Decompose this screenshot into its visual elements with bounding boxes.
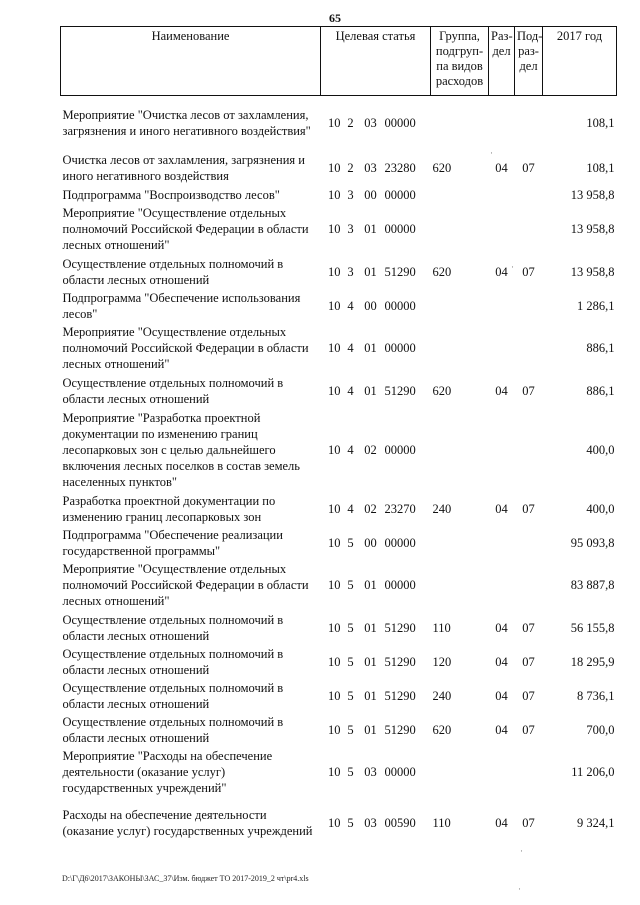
target-code-program: 10 — [328, 264, 341, 279]
razdel-code — [489, 187, 515, 204]
podrazdel-code: 07 — [522, 501, 535, 516]
target-code-subprogram: 4 — [347, 298, 354, 313]
target-code-direction: 00590 — [384, 815, 416, 830]
table-row — [61, 150, 617, 187]
target-code-program: 10 — [328, 442, 341, 457]
target-code-event: 01 — [364, 578, 377, 592]
podrazdel-code: 07 — [522, 620, 535, 635]
row-name: Осуществление отдельных полномочий в области лесных отношений — [62, 256, 284, 287]
razdel-code — [489, 747, 515, 798]
target-code-event: 03 — [364, 161, 377, 175]
podrazdel-code — [515, 747, 543, 798]
amount-2017: 886,1 — [586, 383, 615, 398]
target-code-event: 03 — [364, 815, 377, 830]
table-row — [61, 289, 617, 323]
table-row — [61, 374, 617, 408]
razdel-code: 04 — [495, 688, 508, 703]
target-code-program: 10 — [328, 222, 341, 236]
amount-2017: 9 324,1 — [577, 815, 615, 830]
target-code-direction: 51290 — [384, 688, 416, 703]
footer-file-path: D:\Г\Д6\2017\ЗАКОНЫ\ЗАС_37\Изм. бюджет ТО 2017-2019_2 чт\pr4.xls — [62, 874, 309, 883]
row-name: Осуществление отдельных полномочий в области лесных отношений — [62, 714, 284, 745]
target-code-program: 10 — [328, 115, 341, 130]
target-code-subprogram: 5 — [347, 722, 354, 737]
podrazdel-code: 07 — [522, 815, 535, 830]
expense-group-code — [431, 747, 489, 798]
table-row — [61, 492, 617, 526]
target-code-program: 10 — [328, 535, 341, 550]
razdel-code: 04 — [495, 815, 508, 830]
target-code-event: 02 — [364, 442, 377, 457]
scan-mark: · — [511, 262, 514, 272]
target-code-direction: 51290 — [384, 722, 416, 737]
table-row — [61, 526, 617, 560]
row-name: Осуществление отдельных полномочий в области лесных отношений — [62, 612, 284, 643]
row-name: Осуществление отдельных полномочий в области лесных отношений — [62, 375, 284, 406]
target-code-program: 10 — [328, 722, 341, 737]
header-podrazdel: Под- раз- дел — [515, 27, 543, 96]
target-code-subprogram: 5 — [347, 578, 354, 592]
target-code-subprogram: 5 — [347, 765, 354, 779]
podrazdel-code: 07 — [522, 688, 535, 703]
expense-group-code — [431, 187, 489, 204]
target-code-program: 10 — [328, 620, 341, 635]
target-code-direction: 00000 — [384, 115, 416, 130]
amount-2017: 13 958,8 — [570, 188, 615, 202]
target-code-direction: 00000 — [384, 341, 416, 355]
amount-2017: 1 286,1 — [577, 298, 615, 313]
expense-group-code — [431, 96, 489, 150]
razdel-code: 04 — [495, 722, 508, 737]
expense-group-code: 620 — [432, 161, 452, 175]
target-code-program: 10 — [328, 501, 341, 516]
podrazdel-code — [515, 526, 543, 560]
target-code-program: 10 — [328, 578, 341, 592]
target-code-program: 10 — [328, 654, 341, 669]
amount-2017: 13 958,8 — [570, 264, 615, 279]
table-row — [61, 560, 617, 611]
target-code-event: 00 — [364, 298, 377, 313]
razdel-code: 04 — [495, 383, 508, 398]
target-code-subprogram: 3 — [347, 188, 354, 202]
podrazdel-code — [515, 408, 543, 492]
target-code-direction: 51290 — [384, 620, 416, 635]
target-code-program: 10 — [328, 383, 341, 398]
razdel-code — [489, 289, 515, 323]
amount-2017: 886,1 — [586, 341, 615, 355]
page-number: 65 — [329, 11, 341, 25]
row-name: Мероприятие "Расходы на обеспечение деятельности (оказание услуг) государственных учреждений" — [62, 749, 273, 795]
expense-group-code — [431, 526, 489, 560]
target-code-subprogram: 5 — [347, 815, 354, 830]
target-code-direction: 23280 — [384, 161, 416, 175]
podrazdel-code: 07 — [522, 654, 535, 669]
target-code-subprogram: 4 — [347, 341, 354, 355]
target-code-event: 01 — [364, 341, 377, 355]
target-code-event: 01 — [364, 264, 377, 279]
target-code-direction: 51290 — [384, 264, 416, 279]
amount-2017: 400,0 — [586, 501, 615, 516]
row-name: Подпрограмма "Обеспечение использования лесов" — [62, 290, 301, 321]
podrazdel-code: 07 — [522, 722, 535, 737]
target-code-program: 10 — [328, 815, 341, 830]
podrazdel-code: 07 — [522, 264, 535, 279]
amount-2017: 700,0 — [586, 722, 615, 737]
amount-2017: 83 887,8 — [570, 578, 615, 592]
target-code-direction: 00000 — [384, 442, 416, 457]
target-code-subprogram: 3 — [347, 222, 354, 236]
target-code-event: 01 — [364, 222, 377, 236]
amount-2017: 13 958,8 — [570, 222, 615, 236]
target-code-subprogram: 4 — [347, 383, 354, 398]
razdel-code — [489, 204, 515, 255]
razdel-code: 04 — [495, 620, 508, 635]
target-code-subprogram: 2 — [347, 115, 354, 130]
table-row — [61, 798, 617, 848]
podrazdel-code: 07 — [522, 161, 535, 175]
row-name: Мероприятие "Осуществление отдельных полномочий Российской Федерации в области лесных отношений" — [62, 562, 309, 608]
table-row — [61, 645, 617, 679]
row-name: Подпрограмма "Воспроизводство лесов" — [62, 188, 280, 202]
target-code-subprogram: 4 — [347, 501, 354, 516]
amount-2017: 8 736,1 — [577, 688, 615, 703]
expense-group-code: 620 — [432, 383, 452, 398]
header-name: Наименование — [61, 27, 321, 96]
expense-group-code: 620 — [432, 722, 452, 737]
target-code-direction: 23270 — [384, 501, 416, 516]
row-name: Очистка лесов от захламления, загрязнения и иного негативного воздействия — [62, 153, 305, 183]
target-code-program: 10 — [328, 161, 341, 175]
amount-2017: 11 206,0 — [571, 765, 615, 779]
expense-group-code — [431, 289, 489, 323]
target-code-program: 10 — [328, 765, 341, 779]
target-code-program: 10 — [328, 188, 341, 202]
target-code-event: 03 — [364, 765, 377, 779]
target-code-event: 02 — [364, 501, 377, 516]
amount-2017: 400,0 — [586, 442, 615, 457]
amount-2017: 108,1 — [586, 161, 615, 175]
expense-group-code: 240 — [432, 688, 452, 703]
target-code-direction: 00000 — [384, 578, 416, 592]
target-code-event: 03 — [364, 115, 377, 130]
table-row — [61, 611, 617, 645]
razdel-code — [489, 96, 515, 150]
table-row — [61, 679, 617, 713]
target-code-event: 00 — [364, 535, 377, 550]
row-name: Мероприятие "Очистка лесов от захламления, загрязнения и иного негативного воздействия" — [62, 107, 311, 138]
row-name: Мероприятие "Осуществление отдельных полномочий Российской Федерации в области лесных отношений" — [62, 206, 309, 252]
expense-group-code — [431, 560, 489, 611]
target-code-subprogram: 3 — [347, 264, 354, 279]
podrazdel-code — [515, 96, 543, 150]
table-row — [61, 747, 617, 798]
razdel-code — [489, 323, 515, 374]
table-row — [61, 204, 617, 255]
target-code-event: 01 — [364, 620, 377, 635]
target-code-direction: 00000 — [384, 188, 416, 202]
podrazdel-code — [515, 289, 543, 323]
target-code-subprogram: 5 — [347, 620, 354, 635]
podrazdel-code — [515, 560, 543, 611]
table-row — [61, 255, 617, 289]
scan-mark: · — [490, 148, 493, 158]
target-code-subprogram: 5 — [347, 688, 354, 703]
expense-group-code: 620 — [432, 264, 452, 279]
row-name: Подпрограмма "Обеспечение реализации государственной программы" — [62, 527, 283, 558]
table-row — [61, 713, 617, 747]
target-code-event: 01 — [364, 383, 377, 398]
razdel-code — [489, 560, 515, 611]
scan-mark: · — [520, 846, 523, 856]
amount-2017: 18 295,9 — [570, 654, 615, 669]
target-code-subprogram: 5 — [347, 654, 354, 669]
podrazdel-code — [515, 323, 543, 374]
header-year: 2017 год — [543, 27, 617, 96]
target-code-direction: 00000 — [384, 298, 416, 313]
header-target: Целевая статья — [321, 27, 431, 96]
target-code-subprogram: 4 — [347, 442, 354, 457]
row-name: Мероприятие "Осуществление отдельных полномочий Российской Федерации в области лесных отношений" — [62, 325, 309, 371]
target-code-direction: 00000 — [384, 535, 416, 550]
expense-group-code — [431, 323, 489, 374]
table-body — [61, 96, 617, 848]
expense-group-code — [431, 204, 489, 255]
target-code-direction: 00000 — [384, 765, 416, 779]
expense-group-code: 240 — [432, 501, 452, 516]
amount-2017: 108,1 — [586, 115, 615, 130]
razdel-code: 04 — [495, 264, 508, 279]
target-code-program: 10 — [328, 298, 341, 313]
row-name: Разработка проектной документации по изменению границ лесопарковых зон — [62, 493, 276, 524]
razdel-code — [489, 408, 515, 492]
target-code-subprogram: 2 — [347, 161, 354, 175]
target-code-event: 01 — [364, 722, 377, 737]
table-row — [61, 323, 617, 374]
header-group: Группа, подгруп- па видов расходов — [431, 27, 489, 96]
header-razdel: Раз- дел — [489, 27, 515, 96]
amount-2017: 95 093,8 — [570, 535, 615, 550]
row-name: Мероприятие "Разработка проектной документации по изменению границ лесопарковых зон с целью дальнейшего включения лесных поселков в состав земель населенных пунктов" — [62, 410, 300, 489]
amount-2017: 56 155,8 — [570, 620, 615, 635]
table-row — [61, 408, 617, 492]
table-row — [61, 187, 617, 204]
target-code-program: 10 — [328, 688, 341, 703]
target-code-direction: 51290 — [384, 383, 416, 398]
scan-mark: · — [518, 884, 521, 894]
expense-group-code: 110 — [432, 620, 451, 635]
target-code-event: 00 — [364, 188, 377, 202]
razdel-code — [489, 526, 515, 560]
expense-group-code: 110 — [432, 815, 451, 830]
podrazdel-code: 07 — [522, 383, 535, 398]
razdel-code: 04 — [495, 501, 508, 516]
row-name: Осуществление отдельных полномочий в области лесных отношений — [62, 646, 284, 677]
budget-table — [60, 26, 617, 848]
table-row — [61, 96, 617, 150]
podrazdel-code — [515, 204, 543, 255]
expense-group-code: 120 — [432, 654, 452, 669]
target-code-direction: 00000 — [384, 222, 416, 236]
target-code-event: 01 — [364, 654, 377, 669]
target-code-program: 10 — [328, 341, 341, 355]
podrazdel-code — [515, 187, 543, 204]
row-name: Расходы на обеспечение деятельности (оказание услуг) государственных учреждений — [62, 807, 313, 838]
target-code-event: 01 — [364, 688, 377, 703]
row-name: Осуществление отдельных полномочий в области лесных отношений — [62, 680, 284, 711]
header-row — [61, 27, 617, 96]
target-code-subprogram: 5 — [347, 535, 354, 550]
razdel-code: 04 — [495, 161, 508, 175]
expense-group-code — [431, 408, 489, 492]
target-code-direction: 51290 — [384, 654, 416, 669]
razdel-code: 04 — [495, 654, 508, 669]
